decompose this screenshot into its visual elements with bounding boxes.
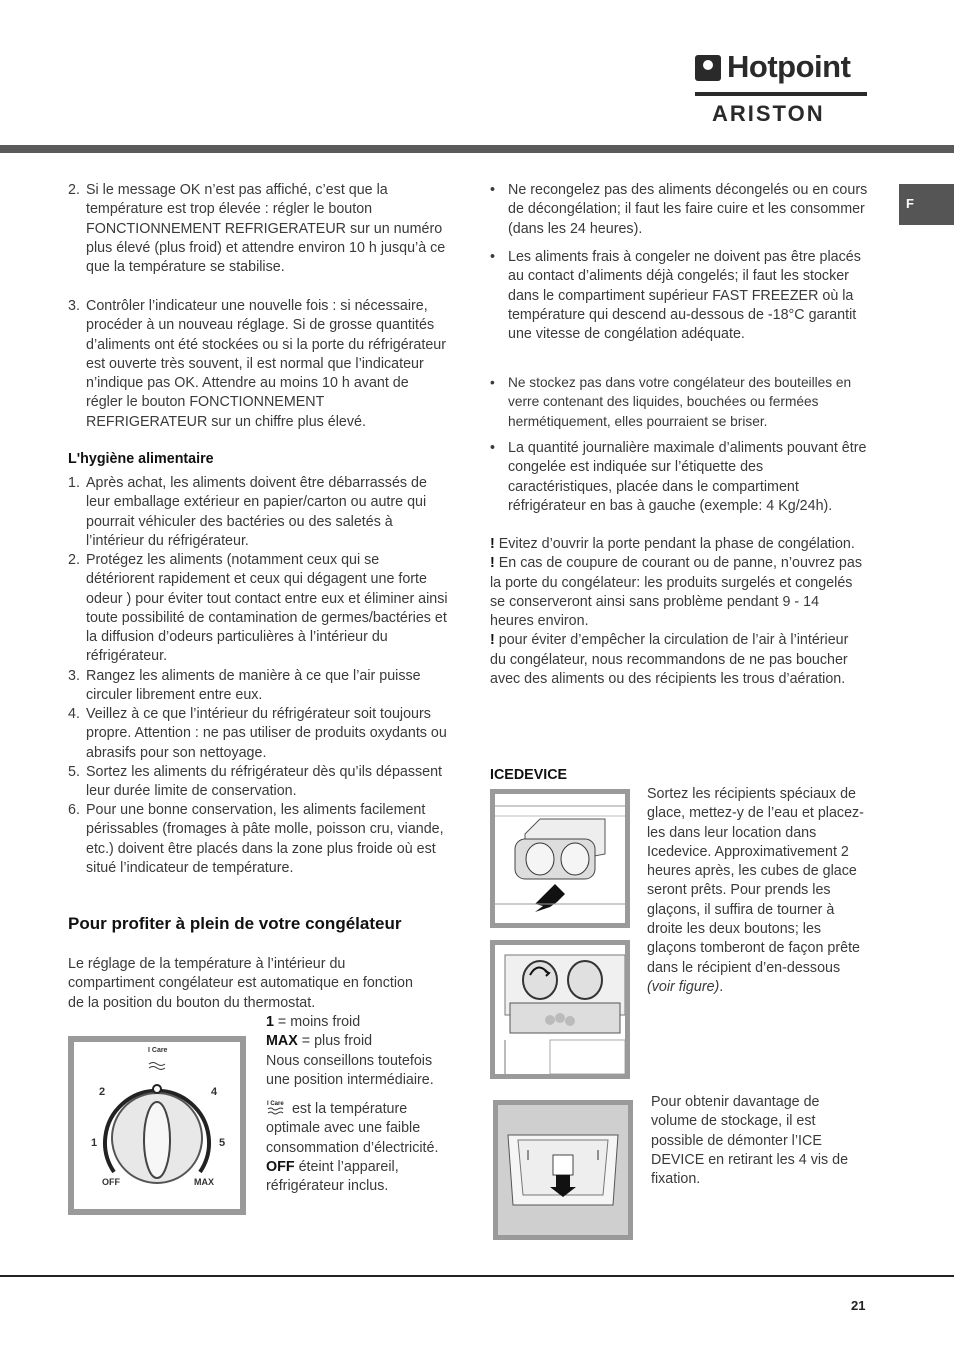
brand-rule (695, 92, 867, 96)
section-title-hygiene: L'hygiène alimentaire (68, 451, 214, 467)
dial-label-4: 4 (211, 1086, 218, 1098)
svg-text:I Care: I Care (267, 1101, 284, 1108)
section-title-icedevice: ICEDEVICE (490, 767, 568, 783)
page-number: 21 (851, 1298, 866, 1313)
thermostat-dial-figure (68, 1036, 246, 1215)
list-item: 2. Si le message OK n’est pas affiché, c’est que la température est trop élevée : régler le bouton FONCTIONNEMENT REFRIGERATEUR sur un numéro plus élevé (plus froid) et attendre environ 10 h jusqu’à ce que la température se stabilise. (68, 182, 446, 276)
icare-icon (266, 1099, 288, 1115)
ice-tray-icon (495, 794, 625, 923)
header-bar (0, 145, 954, 153)
storage-instructions: Pour obtenir davantage de volume de stockage, il est possible de démonter l’ICE DEVICE en retirant les 4 vis de fixation. (651, 1094, 849, 1188)
dial-label-5: 5 (219, 1137, 226, 1149)
dial-label-2: 2 (99, 1086, 106, 1098)
logo-square-icon (695, 55, 721, 81)
list-item: 5. Sortez les aliments du réfrigérateur dès qu’ils dépassent leur durée limite de conservation. (68, 764, 443, 800)
language-tab: F (899, 184, 954, 225)
footer-rule (0, 1275, 954, 1277)
freezer-intro: Le réglage de la température à l’intérieur du compartiment congélateur est automatique en fonction de la position du bouton du thermostat. (68, 956, 413, 1011)
ice-device-removal-icon (498, 1105, 628, 1235)
dial-icare-label: I Care (148, 1047, 168, 1054)
list-item: • Ne stockez pas dans votre congélateur des bouteilles en verre contenant des liquides, bouchées ou fermées hermétiquement, elles pourraient se briser. (490, 375, 852, 429)
list-item: 6. Pour une bonne conservation, les aliments facilement périssables (fromages à pâte molle, poisson cru, viande, etc.) doivent être placés dans la zone plus froide où est situé l’indicateur de température. (68, 802, 444, 876)
dial-label-off: OFF (102, 1177, 120, 1187)
brand-name: Hotpoint (727, 49, 851, 84)
list-item: • Ne recongelez pas des aliments décongelés ou en cours de décongélation; il faut les faire cuire et les consommer (dans les 24 heures). (490, 182, 868, 237)
list-item: 2. Protégez les aliments (notamment ceux qui se détériorent rapidement et ceux qui dégagent une forte odeur ) pour éviter tout contact entre eux et éliminer ainsi toute possibilité de contamination de germes/bactéries et la diffusion d’odeurs particulières à l’intérieur du réfrigérateur. (68, 552, 448, 665)
ice-device-removal-figure (493, 1100, 633, 1240)
dial-legend: 1 = moins froid MAX = plus froid Nous conseillons toutefois une position intermédiaire. I Care est la température optimale avec une faible consommation d’électricité. OFF éteint l’appareil, réfrigérateur inclus. (266, 1014, 439, 1195)
list-item: 3. Rangez les aliments de manière à ce que l’air puisse circuler librement entre eux. (68, 668, 421, 704)
ice-knobs-icon (495, 945, 625, 1074)
dial-label-max: MAX (194, 1177, 214, 1187)
thermostat-dial-icon (74, 1042, 240, 1209)
section-title-freezer: Pour profiter à plein de votre congélateur (68, 914, 402, 933)
list-item: 3. Contrôler l’indicateur une nouvelle fois : si nécessaire, procéder à un nouveau réglage. Si de grosse quantités d’aliments ont été stockées ou si la porte du réfrigérateur est ouverte très souvent, il est normal que l’indicateur n’indique pas OK. Attendre au moins 10 h avant de régler le bouton FONCTIONNEMENT REFRIGERATEUR sur un chiffre plus élevé. (68, 298, 446, 430)
brand-sub: ARISTON (712, 101, 825, 126)
list-item: 4. Veillez à ce que l’intérieur du réfrigérateur soit toujours propre. Attention : ne pas utiliser de produits oxydants ou abrasifs pour son nettoyage. (68, 706, 447, 761)
brand-logo (694, 49, 868, 126)
list-item: 1. Après achat, les aliments doivent être débarrassés de leur emballage extérieur en papier/carton ou autre qui pourrait véhiculer des bactéries ou des saletés à l’intérieur du réfrigérateur. (68, 475, 427, 549)
warnings: ! Evitez d’ouvrir la porte pendant la phase de congélation. ! En cas de coupure de courant ou de panne, n’ouvrez pas la porte du congélateur: les produits surgelés et congelés se conserveront ainsi sans problème pendant 9 - 14 heures environ. ! pour éviter d’empêcher la circulation de l’air à l’intérieur du congélateur, nous recommandons de ne pas boucher avec des aliments ou des récipients les trous d’aération. (490, 536, 862, 688)
dial-label-1: 1 (91, 1137, 98, 1149)
ice-tray-figure (490, 789, 630, 928)
icedevice-instructions: Sortez les récipients spéciaux de glace, mettez-y de l’eau et placez-les dans leur location dans Icedevice. Approximativement 2 heures après, les cubes de glace seront prêts. Pour prends les glaçons, il suffira de tourner à droite les deux boutons; les glaçons tomberont de façon prête dans le récipient d’en-dessous (voir figure). (647, 786, 864, 995)
list-item: • Les aliments frais à congeler ne doivent pas être placés au contact d’aliments déjà congelés; il faut les stocker dans le compartiment supérieur FAST FREEZER où la température qui descend au-dessous de -18°C garantit une vitesse de congélation adéquate. (490, 249, 861, 343)
ice-knobs-figure (490, 940, 630, 1079)
list-item: • La quantité journalière maximale d’aliments pouvant être congelée est indiquée sur l’étiquette des caractéristiques, placée dans le compartiment réfrigérateur en bas à gauche (exemple: 4 Kg/24h). (490, 440, 867, 514)
